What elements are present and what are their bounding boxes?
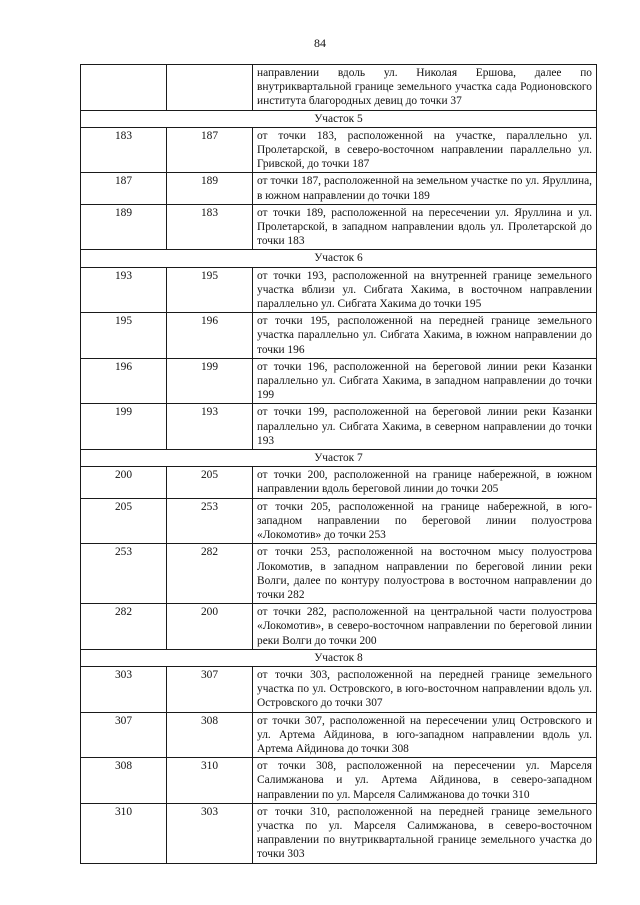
table-row bbox=[81, 267, 597, 313]
from-point-cell: 199 bbox=[81, 404, 167, 450]
section-header-row bbox=[81, 649, 597, 666]
section-header-row bbox=[81, 450, 597, 467]
from-point-cell: 183 bbox=[81, 127, 167, 173]
boundary-description-cell: направлении вдоль ул. Николая Ершова, далее по внутриквартальной границе земельного участка сада Родионовского института благородных девиц до точки 37 bbox=[253, 65, 597, 111]
table-row bbox=[81, 666, 597, 712]
boundary-description-cell: от точки 196, расположенной на береговой линии реки Казанки параллельно ул. Сибгата Хакима, в западном направлении до точки 199 bbox=[253, 358, 597, 404]
table-row bbox=[81, 467, 597, 498]
from-point-cell: 187 bbox=[81, 173, 167, 204]
table-row bbox=[81, 758, 597, 804]
boundary-description-cell: от точки 187, расположенной на земельном участке по ул. Яруллина, в южном направлении до точки 189 bbox=[253, 173, 597, 204]
from-point-cell: 307 bbox=[81, 712, 167, 758]
table-body bbox=[81, 65, 597, 864]
to-point-cell: 200 bbox=[167, 604, 253, 650]
to-point-cell: 308 bbox=[167, 712, 253, 758]
from-point-cell: 282 bbox=[81, 604, 167, 650]
boundary-description-cell: от точки 183, расположенной на участке, параллельно ул. Пролетарской, в северо-восточном направлении параллельно ул. Гривской, до точки 187 bbox=[253, 127, 597, 173]
boundary-description-cell: от точки 307, расположенной на пересечении улиц Островского и ул. Артема Айдинова, в юго-западном направлении вдоль ул. Артема Айдинова до точки 308 bbox=[253, 712, 597, 758]
to-point-cell: 199 bbox=[167, 358, 253, 404]
section-title: Участок 6 bbox=[81, 250, 597, 267]
from-point-cell: 189 bbox=[81, 204, 167, 250]
boundary-description-cell: от точки 193, расположенной на внутренней границе земельного участка вблизи ул. Сибгата Хакима, в восточном направлении параллельно ул. Сибгата Хакима до точки 195 bbox=[253, 267, 597, 313]
to-point-cell: 189 bbox=[167, 173, 253, 204]
from-point-cell bbox=[81, 65, 167, 111]
to-point-cell: 196 bbox=[167, 313, 253, 359]
table-row bbox=[81, 127, 597, 173]
table-row bbox=[81, 204, 597, 250]
boundary-description-cell: от точки 310, расположенной на передней границе земельного участка по ул. Марселя Салимжанова, в северо-восточном направлении по внутриквартальной границе земельного участка до точки 303 bbox=[253, 803, 597, 863]
to-point-cell: 183 bbox=[167, 204, 253, 250]
to-point-cell: 307 bbox=[167, 666, 253, 712]
from-point-cell: 205 bbox=[81, 498, 167, 544]
table-row bbox=[81, 65, 597, 111]
to-point-cell: 303 bbox=[167, 803, 253, 863]
section-title: Участок 5 bbox=[81, 110, 597, 127]
to-point-cell: 187 bbox=[167, 127, 253, 173]
table-row bbox=[81, 313, 597, 359]
boundary-description-cell: от точки 303, расположенной на передней границе земельного участка по ул. Островского, в юго-восточном направлении вдоль ул. Островского до точки 307 bbox=[253, 666, 597, 712]
table-row bbox=[81, 404, 597, 450]
from-point-cell: 196 bbox=[81, 358, 167, 404]
boundary-description-cell: от точки 282, расположенной на центральной части полуострова «Локомотив», в северо-восточном направлении по береговой линии реки Волги до точки 200 bbox=[253, 604, 597, 650]
table-row bbox=[81, 604, 597, 650]
to-point-cell bbox=[167, 65, 253, 111]
table-row bbox=[81, 358, 597, 404]
from-point-cell: 253 bbox=[81, 544, 167, 604]
from-point-cell: 200 bbox=[81, 467, 167, 498]
section-title: Участок 7 bbox=[81, 450, 597, 467]
page-number: 84 bbox=[314, 36, 326, 50]
table-row bbox=[81, 498, 597, 544]
from-point-cell: 303 bbox=[81, 666, 167, 712]
to-point-cell: 253 bbox=[167, 498, 253, 544]
boundary-description-cell: от точки 308, расположенной на пересечении ул. Марселя Салимжанова и ул. Артема Айдинова, в северо-западном направлении по ул. Марселя Салимжанова до точки 310 bbox=[253, 758, 597, 804]
from-point-cell: 195 bbox=[81, 313, 167, 359]
to-point-cell: 310 bbox=[167, 758, 253, 804]
section-header-row bbox=[81, 110, 597, 127]
from-point-cell: 308 bbox=[81, 758, 167, 804]
boundary-description-cell: от точки 189, расположенной на пересечении ул. Яруллина и ул. Пролетарской, в западном направлении вдоль ул. Пролетарской до точки 183 bbox=[253, 204, 597, 250]
from-point-cell: 193 bbox=[81, 267, 167, 313]
boundary-description-cell: от точки 195, расположенной на передней границе земельного участка параллельно ул. Сибгата Хакима, в южном направлении до точки 196 bbox=[253, 313, 597, 359]
boundary-description-cell: от точки 199, расположенной на береговой линии реки Казанки параллельно ул. Сибгата Хакима, в северном направлении до точки 193 bbox=[253, 404, 597, 450]
to-point-cell: 193 bbox=[167, 404, 253, 450]
to-point-cell: 282 bbox=[167, 544, 253, 604]
section-title: Участок 8 bbox=[81, 649, 597, 666]
boundary-description-cell: от точки 253, расположенной на восточном мысу полуострова Локомотив, в западном направлении по береговой линии реки Волги, далее по контуру полуострова в восточном направлении до точки 282 bbox=[253, 544, 597, 604]
table-row bbox=[81, 173, 597, 204]
from-point-cell: 310 bbox=[81, 803, 167, 863]
table-row bbox=[81, 803, 597, 863]
boundary-description-cell: от точки 205, расположенной на границе набережной, в юго-западном направлении по береговой линии полуострова «Локомотив» до точки 253 bbox=[253, 498, 597, 544]
table-row bbox=[81, 712, 597, 758]
to-point-cell: 195 bbox=[167, 267, 253, 313]
boundary-points-table bbox=[80, 64, 597, 864]
boundary-description-cell: от точки 200, расположенной на границе набережной, в южном направлении вдоль береговой линии до точки 205 bbox=[253, 467, 597, 498]
table-row bbox=[81, 544, 597, 604]
to-point-cell: 205 bbox=[167, 467, 253, 498]
section-header-row bbox=[81, 250, 597, 267]
